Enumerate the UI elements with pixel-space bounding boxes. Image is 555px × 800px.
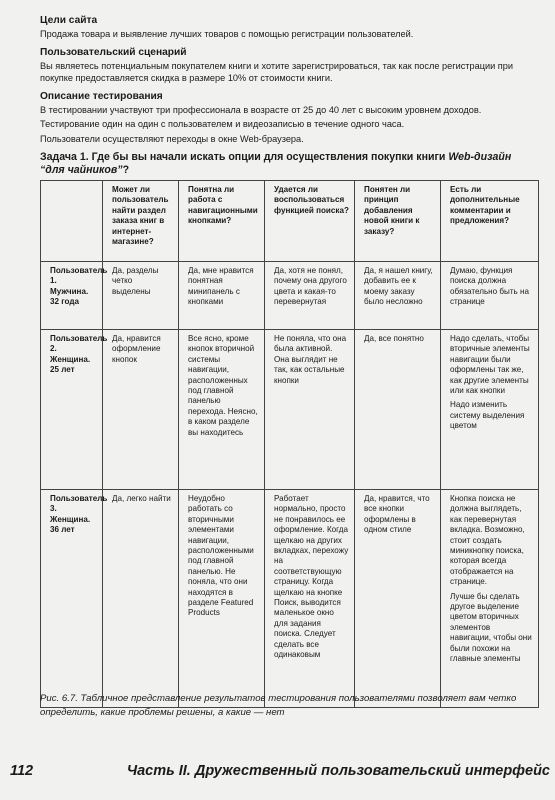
answer-paragraph: Да, все понятно <box>364 334 424 343</box>
answer-paragraph: Думаю, функция поиска должна обязательно быть на странице <box>450 266 529 307</box>
answer-cell <box>441 490 539 708</box>
answer-paragraph: Лучше бы сделать другое выделение цветом вторичных элементов навигации, чтобы они были похожи на главные элементы <box>450 591 532 664</box>
answer-paragraph: Работает нормально, просто не понравилось ее оформление. Когда щелкаю на других вкладках, перехожу на соответствующую страницу. Когда щелкаю на кнопке Поиск, выводится маленькое окно для задания поиска. Следует сделать все одинаковым <box>274 494 349 660</box>
answer-paragraph: Да, разделы четко выделены <box>112 266 159 296</box>
answer-cell <box>179 490 265 708</box>
section-paragraph: Продажа товара и выявление лучших товаров с помощью регистрации пользователей. <box>40 29 414 39</box>
chapter-title: Часть II. Дружественный пользовательский интерфейс <box>126 763 550 779</box>
task-question <box>40 151 538 177</box>
task-prefix: Задача 1. Где бы вы начали искать опции для осуществления покупки книги <box>40 151 449 163</box>
answer-cell <box>355 262 441 330</box>
section-heading: Пользовательский сценарий <box>40 46 187 58</box>
table-row <box>41 262 539 330</box>
page-content <box>40 14 538 708</box>
table-header-row <box>41 181 539 262</box>
figure-caption: Рис. 6.7. Табличное представление результатов тестирования пользователями позволяет вам четко определить, какие проблемы решены, а какие — нет <box>40 693 517 718</box>
column-header: Есть ли дополнительные комментарии и предложения? <box>441 181 539 262</box>
task-book-title: Web-дизайн “для чайников” <box>40 151 512 176</box>
answer-cell <box>355 490 441 708</box>
column-header: Удается ли воспользоваться функцией поиска? <box>265 181 355 262</box>
answer-cell <box>179 330 265 490</box>
answer-cell <box>265 490 355 708</box>
column-header <box>41 181 103 262</box>
section-paragraph: Тестирование один на один с пользователем и видеозаписью в течение одного часа. <box>40 119 405 129</box>
table-row <box>41 490 539 708</box>
answer-paragraph: Да, легко найти <box>112 494 171 503</box>
column-header: Может ли пользователь найти раздел заказа книг в интернет-магазине? <box>103 181 179 262</box>
answer-paragraph: Да, нравится, что все кнопки оформлены в одном стиле <box>364 494 430 535</box>
answer-cell <box>179 262 265 330</box>
answer-paragraph: Да, хотя не понял, почему она другого цвета и какая-то перевернутая <box>274 266 347 307</box>
user-cell: Пользователь 3. Женщина. 36 лет <box>41 490 103 708</box>
section-heading: Цели сайта <box>40 15 98 26</box>
section-heading: Описание тестирования <box>40 90 163 102</box>
user-cell: Пользователь 1. Мужчина. 32 года <box>41 262 103 330</box>
page-footer <box>10 763 550 787</box>
sections <box>40 14 538 145</box>
answer-paragraph: Надо сделать, чтобы вторичные элементы навигации были оформлены так же, как другие элементы или как кнопки <box>450 334 530 396</box>
table-row <box>41 330 539 490</box>
answer-paragraph: Да, я нашел книгу, добавить ее к моему заказу было несложно <box>364 266 433 307</box>
answer-cell <box>355 330 441 490</box>
answer-cell <box>441 262 539 330</box>
column-header: Понятен ли принцип добавления новой книги к заказу? <box>355 181 441 262</box>
section-paragraph: В тестировании участвуют три профессионала в возрасте от 25 до 40 лет с высоким уровнем доходов. <box>40 104 482 115</box>
section-paragraph: Пользователи осуществляют переходы в окне Web-браузера. <box>40 133 304 144</box>
user-cell: Пользователь 2. Женщина. 25 лет <box>41 330 103 490</box>
results-table <box>40 180 539 708</box>
page-number: 112 <box>10 763 34 779</box>
section-paragraph: Вы являетесь потенциальным покупателем книги и хотите зарегистрироваться, так как после регистрации при покупке предоставляется скидка в размере 10% от стоимости книги. <box>40 60 514 83</box>
answer-paragraph: Да, мне нравится понятная минипанель с кнопками <box>188 266 254 307</box>
answer-cell <box>265 262 355 330</box>
answer-paragraph: Надо изменить систему выделения цветом <box>450 400 525 431</box>
answer-cell <box>103 490 179 708</box>
answer-cell <box>441 330 539 490</box>
answer-paragraph: Кнопка поиска не должна выглядеть, как перевернутая вкладка. Возможно, стоит создать миникнопку поиска, которая всегда отображается на странице. <box>450 494 525 587</box>
task-suffix: ? <box>122 164 130 176</box>
answer-paragraph: Все ясно, кроме кнопок вторичной системы навигации, расположенных под главной панелью перехода. Неясно, в каком разделе вы находитесь <box>188 334 258 437</box>
answer-cell <box>265 330 355 490</box>
column-header: Понятна ли работа с навигационными кнопками? <box>179 181 265 262</box>
answer-paragraph: Не поняла, что она была активной. Она выглядит не так, как остальные кнопки <box>274 334 347 385</box>
answer-paragraph: Да, нравится оформление кнопок <box>112 334 161 364</box>
answer-paragraph: Неудобно работать со вторичными элементами навигации, расположенными под главной панелью. Не поняла, что они находятся в разделе Featured Products <box>188 494 254 618</box>
answer-cell <box>103 330 179 490</box>
answer-cell <box>103 262 179 330</box>
table-body <box>41 262 539 708</box>
